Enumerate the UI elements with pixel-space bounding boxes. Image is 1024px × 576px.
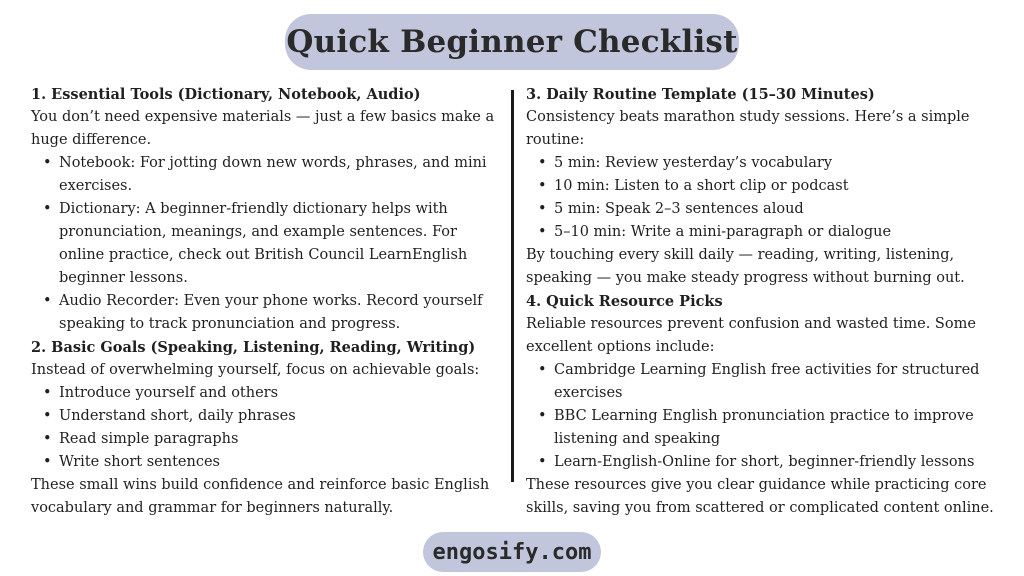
section-heading: 1. Essential Tools (Dictionary, Notebook, Audio)	[31, 86, 421, 103]
section-intro: Consistency beats marathon study sessions. Here’s a simple routine:	[526, 109, 970, 148]
page-title: Quick Beginner Checklist	[286, 24, 738, 60]
left-column	[31, 83, 501, 520]
list-item: • 5–10 min: Write a mini-paragraph or dialogue	[554, 221, 1011, 244]
footer-banner	[423, 532, 601, 572]
column-divider	[511, 90, 514, 482]
bullet-list	[526, 359, 1011, 474]
list-item: • Notebook: For jotting down new words, phrases, and mini exercises.	[59, 152, 501, 198]
section-outro: These small wins build confidence and reinforce basic English vocabulary and grammar for beginners naturally.	[31, 477, 490, 516]
list-item: • 5 min: Review yesterday’s vocabulary	[554, 152, 1011, 175]
list-item: • Audio Recorder: Even your phone works. Record yourself speaking to track pronunciation and progress.	[59, 290, 501, 336]
list-item: • 10 min: Listen to a short clip or podcast	[554, 175, 1011, 198]
section-intro: You don’t need expensive materials — just a few basics make a huge difference.	[31, 109, 495, 148]
list-item: • Learn-English-Online for short, beginner-friendly lessons	[554, 451, 1011, 474]
bullet-list	[526, 152, 1011, 244]
section-heading: 4. Quick Resource Picks	[526, 293, 723, 310]
section-intro: Reliable resources prevent confusion and wasted time. Some excellent options include:	[526, 316, 976, 355]
list-item: • 5 min: Speak 2–3 sentences aloud	[554, 198, 1011, 221]
title-banner	[285, 14, 739, 70]
list-item: • Read simple paragraphs	[59, 428, 501, 451]
bullet-list	[31, 382, 501, 474]
list-item: • Cambridge Learning English free activities for structured exercises	[554, 359, 1011, 405]
bullet-list	[31, 152, 501, 336]
section-heading: 3. Daily Routine Template (15–30 Minutes)	[526, 86, 875, 103]
section-heading: 2. Basic Goals (Speaking, Listening, Reading, Writing)	[31, 339, 476, 356]
list-item: • Introduce yourself and others	[59, 382, 501, 405]
list-item: • Dictionary: A beginner-friendly dictionary helps with pronunciation, meanings, and example sentences. For online practice, check out British Council LearnEnglish beginner lessons.	[59, 198, 501, 290]
list-item: • BBC Learning English pronunciation practice to improve listening and speaking	[554, 405, 1011, 451]
section-outro: By touching every skill daily — reading, writing, listening, speaking — you make steady progress without burning out.	[526, 247, 965, 286]
section-intro: Instead of overwhelming yourself, focus on achievable goals:	[31, 362, 480, 378]
list-item: • Write short sentences	[59, 451, 501, 474]
section-outro: These resources give you clear guidance while practicing core skills, saving you from scattered or complicated content online.	[526, 477, 994, 516]
list-item: • Understand short, daily phrases	[59, 405, 501, 428]
site-name: engosify.com	[432, 539, 592, 565]
right-column	[526, 83, 1011, 520]
